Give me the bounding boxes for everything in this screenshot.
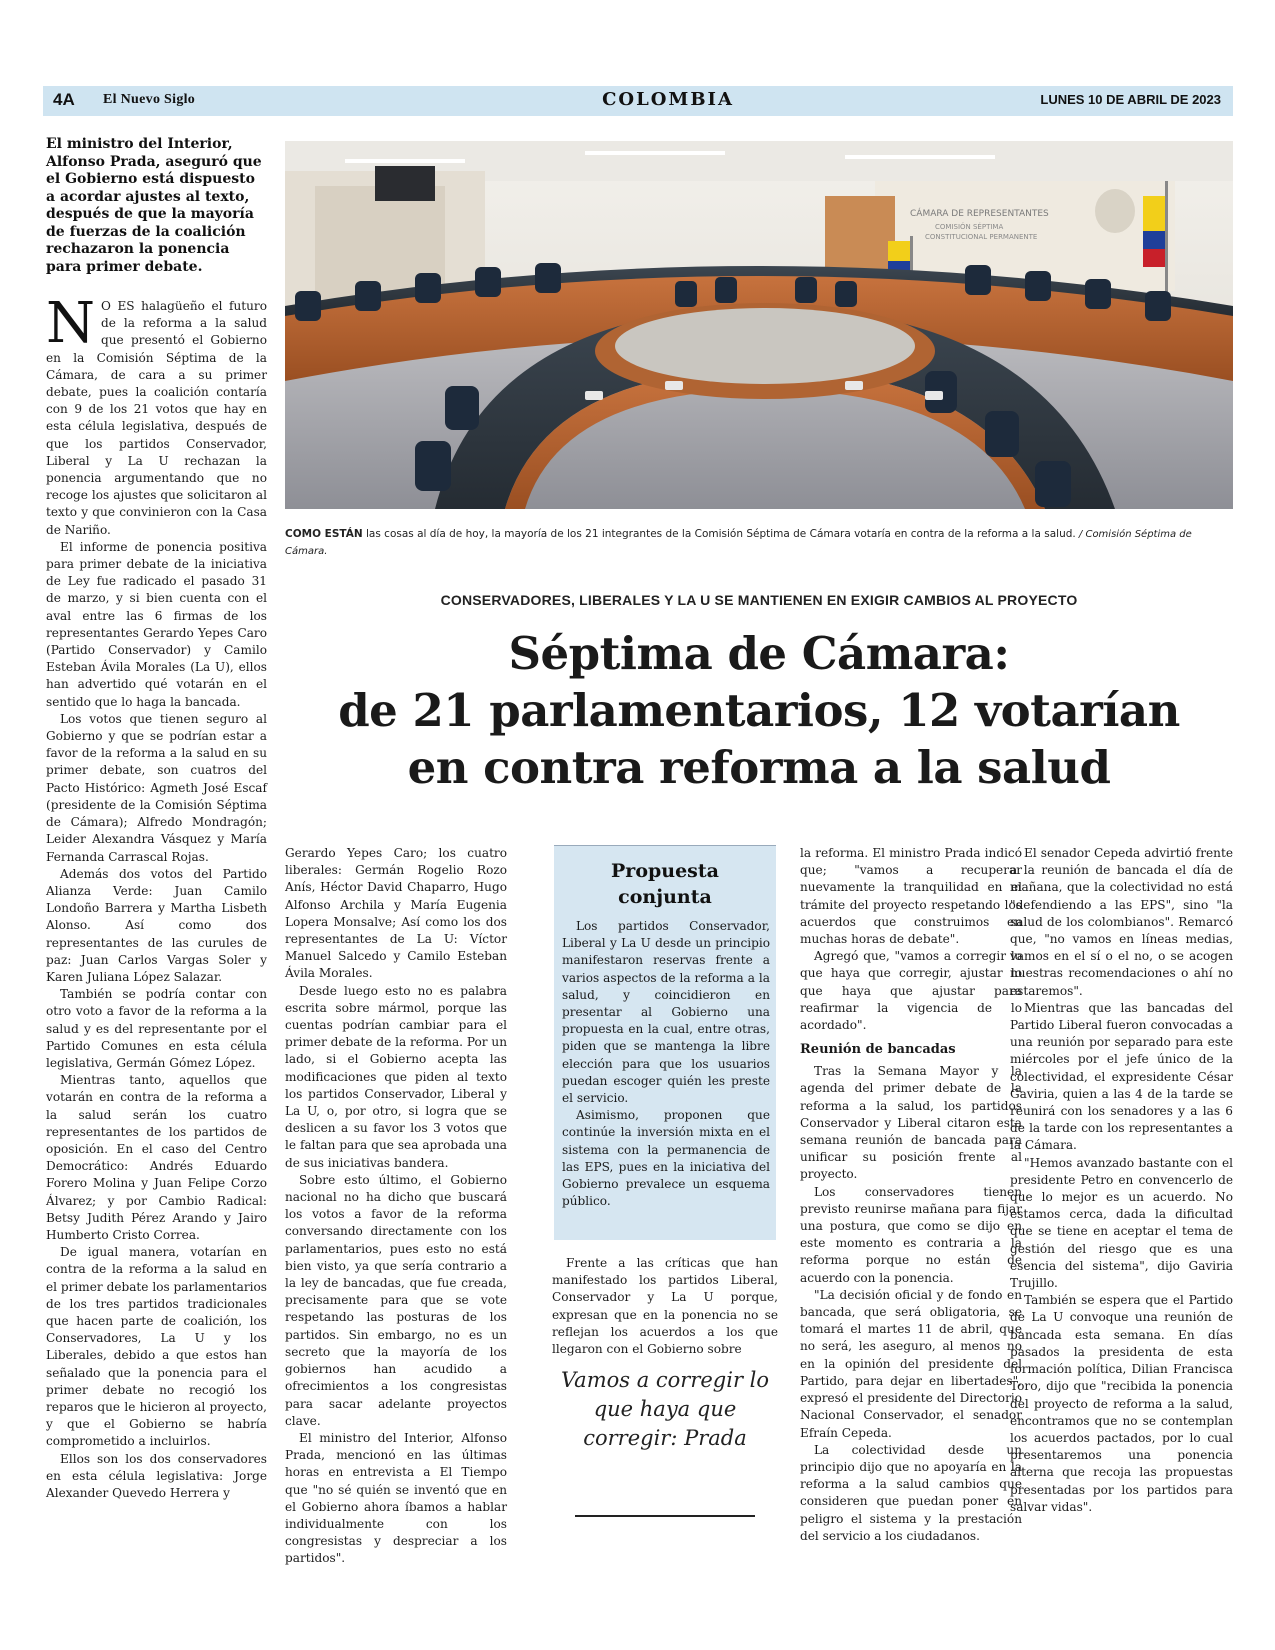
article-paragraph: Desde luego esto no es palabra escrita sobre mármol, porque las cuentas podrían cambiar para el primer debate de la reforma. Por un lado, si el Gobierno acepta las modificaciones que piden al texto los partidos Conservador, Liberal y La U, o, por otro, si logra que se deslicen a su favor los 3 votos que le faltan para que sea aprobada una de sus iniciativas bandera.: [285, 983, 507, 1170]
svg-text:CONSTITUCIONAL PERMANENTE: CONSTITUCIONAL PERMANENTE: [925, 233, 1038, 241]
article-paragraph: Tras la Semana Mayor y la agenda del primer debate de la reforma a la salud, los partidos Conservador y Liberal citaron esta semana reunión de bancada para unificar su posición frente al proyecto.: [800, 1064, 1022, 1182]
newspaper-name: El Nuevo Siglo: [103, 92, 196, 107]
article-paragraph: Agregó que, "vamos a corregir lo que haya que corregir, ajustar lo que haya que ajustar para reafirmar la vigencia de lo acordado".: [800, 949, 1022, 1033]
wall-sign-text: CÁMARA DE REPRESENTANTES: [910, 209, 1049, 219]
article-paragraph: Frente a las críticas que han manifestado los partidos Liberal, Conservador y La U porque, expresan que en la ponencia no se reflejan los acuerdos a los que llegaron con el Gobierno sobre: [552, 1256, 778, 1357]
article-paragraph: Además dos votos del Partido Alianza Verde: Juan Camilo Londoño Barrera y Martha Lisbeth Alonso. Así como dos representantes de las curules de paz: Juan Carlos Vargas Soler y Karen Juliana López Salazar.: [46, 866, 267, 984]
headline-line: Séptima de Cámara:: [508, 627, 1010, 680]
subheading: Reunión de bancadas: [800, 1042, 956, 1058]
article-paragraph: Sobre esto último, el Gobierno nacional no ha dicho que buscará los votos a favor de la reforma conversando directamente con los parlamentarios, pues esto no está bien visto, ya que sería contrario a la ley de bancadas, que fue creada, precisamente para que se vote respetando las posturas de los partidos. Sin embargo, no es un secreto que la mayoría de los gobiernos han acudido a ofrecimientos a los congresistas para sacar adelante proyectos clave.: [285, 1172, 507, 1428]
sidebar-body: [554, 910, 776, 1210]
article-paragraph: La colectividad desde un principio dijo que no apoyaría en la reforma a la salud cambios que consideren que puedan poner en peligro el sistema y la prestación del servicio a los ciudadanos.: [800, 1442, 1022, 1543]
article-column-3: [552, 1255, 778, 1358]
headline-line: de 21 parlamentarios, 12 votarían: [338, 684, 1180, 737]
article-paragraph: Ellos son los dos conservadores en esta célula legislativa: Jorge Alexander Quevedo Herrera y: [46, 1451, 267, 1501]
committee-room-illustration: [285, 141, 1233, 509]
article-column-2: [285, 845, 507, 1568]
page-header: [43, 86, 1233, 116]
article-paragraph: Mientras tanto, aquellos que votarán en contra de la reforma a la salud serán los cuatro representantes de los partidos de oposición. En el caso del Centro Democrático: Andrés Eduardo Forero Molina y Juan Felipe Corzo Álvarez; y por Cambio Radical: Betsy Judith Pérez Arando y Jairo Humberto Cristo Correa.: [46, 1073, 267, 1242]
article-paragraph: Mientras que las bancadas del Partido Liberal fueron convocadas a una reunión por separado para este miércoles por el jefe único de la colectividad, el expresidente César Gaviria, quien a las 4 de la tarde se reunirá con los senadores y a las 6 de la tarde con los representantes a la Cámara.: [1010, 1000, 1233, 1153]
sidebar-paragraph: Asimismo, proponen que continúe la inversión mixta en el sistema con la permanencia de las EPS, pues en la iniciativa del Gobierno prevalece un esquema público.: [562, 1108, 770, 1209]
drop-cap: N: [46, 291, 95, 356]
article-paragraph: Gerardo Yepes Caro; los cuatro liberales: Germán Rogelio Rozo Anís, Héctor David Chaparro, Hugo Alfonso Archila y María Eugenia Lopera Monsalve; Así como los dos representantes de La U: Víctor Manuel Salcedo y Camilo Esteban Ávila Morales.: [285, 846, 507, 981]
page-number: 4A: [53, 90, 75, 109]
article-paragraph: El senador Cepeda advirtió frente a la reunión de bancada el día de mañana, que la colectividad no está "defendiendo a las EPS", sino "la salud de los colombianos". Remarcó que, "no vamos en líneas medias, vamos en el sí o el no, o se acogen nuestras recomendaciones o ahí no estaremos".: [1010, 846, 1233, 998]
article-paragraph: También se espera que el Partido de La U convoque una reunión de bancada esta semana. En días pasados la presidenta de esta formación política, Dilian Francisca Toro, dijo que "recibida la ponencia del proyecto de reforma a la salud, encontramos que no se contemplan los acuerdos pactados, por lo cual presentaremos una ponencia alterna que recoja las propuestas presentadas por los partidos para salvar vidas".: [1010, 1293, 1233, 1514]
section-title: COLOMBIA: [602, 89, 734, 110]
caption-head: COMO ESTÁN: [285, 528, 363, 540]
pull-quote: Vamos a corregir lo que haya que corregir: Prada: [560, 1368, 770, 1450]
article-paragraph: Los votos que tienen seguro al Gobierno y que se podrían estar a favor de la reforma a la salud en su primer debate, son cuatros del Pacto Histórico: Agmeth José Escaf (presidente de la Comisión Séptima de Cámara); Alfredo Mondragón; Leider Alexandra Vásquez y María Fernanda Carrascal Rojas.: [46, 711, 267, 864]
article-paragraph: "La decisión oficial y de fondo en bancada, que será obligatoria, se tomará el martes 11 de abril, que no será, les aseguro, al menos no en la opinión del presidente del Partido, para dejar en libertades", expresó el presidente del Directorio Nacional Conservador, el senador Efraín Cepeda.: [800, 1287, 1022, 1440]
svg-text:COMISIÓN SÉPTIMA: COMISIÓN SÉPTIMA: [935, 223, 1004, 231]
pull-quote-rule: [575, 1515, 755, 1517]
headline-kicker: CONSERVADORES, LIBERALES Y LA U SE MANTIENEN EN EXIGIR CAMBIOS AL PROYECTO: [440, 592, 1078, 608]
article-paragraph: El informe de ponencia positiva para primer debate de la iniciativa de Ley fue radicado el pasado 31 de marzo, y si bien cuenta con el aval entre las 6 firmas de los representantes Gerardo Yepes Caro (Partido Conservador) y Camilo Esteban Ávila Morales (La U), ellos han advertido qué votarán en el sentido que lo haga la bancada.: [46, 539, 267, 709]
article-column-1: [46, 291, 267, 1502]
article-paragraph: Los conservadores tienen previsto reunirse mañana para fijar una postura, que como se dijo en este momento es contraria a la reforma porque no están de acuerdo con la ponencia.: [800, 1184, 1022, 1285]
lead-summary: El ministro del Interior, Alfonso Prada, aseguró que el Gobierno está dispuesto a acordar ajustes al texto, después de que la mayoría de fuerzas de la coalición rechazaron la ponencia para primer debate.: [46, 136, 262, 275]
sidebar-box: [554, 845, 776, 1240]
article-column-4: [800, 845, 1022, 1545]
article-column-5: [1010, 845, 1233, 1516]
sidebar-paragraph: Los partidos Conservador, Liberal y La U desde un principio manifestaron reservas frente a varios aspectos de la reforma a la salud, y coincidieron en presentar al Gobierno una propuesta en la cual, entre otras, piden que se mantenga la libre elección para que los usuarios puedan escoger quién les preste el servicio.: [562, 919, 770, 1106]
article-paragraph: El ministro del Interior, Alfonso Prada, mencionó en las últimas horas en entrevista a El Tiempo que "no sé quién se inventó que en el Gobierno ahora íbamos a hablar individualmente con los congresistas y despreciar a los partidos".: [285, 1430, 507, 1566]
sidebar-title: Propuesta conjunta: [611, 860, 719, 908]
issue-date: LUNES 10 DE ABRIL DE 2023: [1040, 92, 1221, 107]
headline: [285, 625, 1233, 796]
caption-text: las cosas al día de hoy, la mayoría de los 21 integrantes de la Comisión Séptima de Cámara votaría en contra de la reforma a la salud.: [362, 528, 1076, 540]
photo-caption: [285, 526, 1233, 560]
article-paragraph: la reforma. El ministro Prada indicó que; "vamos a recuperar nuevamente la tranquilidad en el trámite del proyecto respetando los acuerdos que construimos en muchas horas de debate".: [800, 846, 1022, 947]
article-paragraph: De igual manera, votarían en contra de la reforma a la salud en el primer debate los parlamentarios de los tres partidos tradicionales que hacen parte de coalición, los Conservadores, La U y los Liberales, debido a que estos han señalado que la ponencia para el primer debate no recogió los reparos que le hicieron al proyecto, y que el Gobierno se habría comprometido a incluirlos.: [46, 1245, 267, 1449]
article-paragraph: "Hemos avanzado bastante con el presidente Petro en convencerlo de que lo mejor es un acuerdo. No estamos cerca, dada la dificultad que se tiene en aceptar el tema de gestión del riesgo que es una esencia del sistema", dijo Gaviria Trujillo.: [1010, 1155, 1233, 1291]
headline-line: en contra reforma a la salud: [407, 741, 1111, 794]
chamber-photo: [285, 141, 1233, 509]
photo-credit: / Comisión Séptima de Cámara.: [285, 529, 1192, 557]
article-paragraph: También se podría contar con otro voto a favor de la reforma a la salud y es del representante por el Partido Comunes en esta célula legislativa, Germán Gómez López.: [46, 987, 267, 1070]
article-paragraph: N O ES halagüeño el futuro de la reforma a la salud que presentó el Gobierno en la Comisión Séptima de la Cámara, de cara a su primer debate, pues la coalición contaría con 9 de los 21 votos que hay en esta célula legislativa, después de que los partidos Conservador, Liberal y La U rechazan la ponencia argumentando que no recoge los ajustes que solicitaron al texto y que convinieron con la Casa de Nariño.: [46, 291, 267, 537]
